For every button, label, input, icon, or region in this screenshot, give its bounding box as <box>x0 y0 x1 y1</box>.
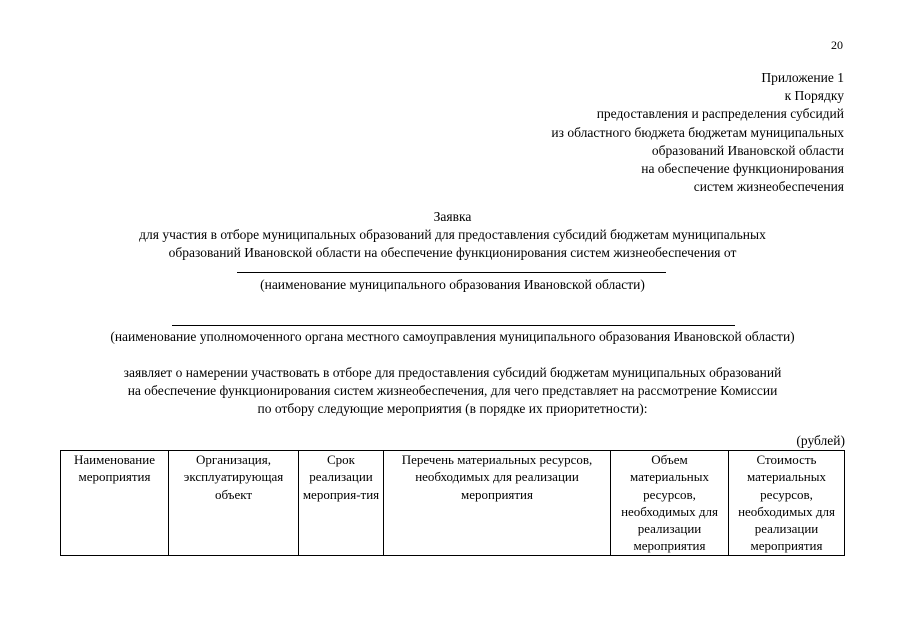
appendix-line: Приложение 1 <box>761 70 844 85</box>
column-header-resources-volume: Объем материальных ресурсов, необходимых для реализации мероприятия <box>611 451 729 556</box>
appendix-line: из областного бюджета бюджетам муниципальных <box>551 124 844 140</box>
statement-line: заявляет о намерении участвовать в отборе для предоставления субсидий бюджетам муниципальных образований <box>123 365 782 380</box>
authority-fill-line <box>172 325 735 326</box>
measures-table <box>60 450 845 556</box>
column-header-resources-list: Перечень материальных ресурсов, необходимых для реализации мероприятия <box>384 451 611 556</box>
column-header-resources-cost: Стоимость материальных ресурсов, необходимых для реализации мероприятия <box>729 451 845 556</box>
title-line: образований Ивановской области на обеспечение функционирования систем жизнеобеспечения от <box>168 245 737 260</box>
appendix-line: систем жизнеобеспечения <box>693 179 844 195</box>
appendix-line: к Порядку <box>784 88 844 104</box>
units-label: (рублей) <box>796 433 845 448</box>
appendix-header <box>551 69 844 196</box>
statement-paragraph <box>0 364 905 418</box>
appendix-line: предоставления и распределения субсидий <box>596 106 844 122</box>
table-header-row <box>61 451 845 556</box>
column-header-term: Срок реализации мероприя-тия <box>299 451 384 556</box>
column-header-operator: Организация, эксплуатирующая объект <box>169 451 299 556</box>
statement-line: по отбору следующие мероприятия (в порядке их приоритетности): <box>257 401 648 416</box>
authority-caption: (наименование уполномоченного органа местного самоуправления муниципального образования Ивановской области) <box>110 329 795 344</box>
statement-line: на обеспечение функционирования систем жизнеобеспечения, для чего представляет на рассмотрение Комиссии <box>127 383 778 398</box>
title-heading: Заявка <box>433 209 472 224</box>
title-line: для участия в отборе муниципальных образований для предоставления субсидий бюджетам муниципальных <box>139 227 766 242</box>
municipality-caption: (наименование муниципального образования Ивановской области) <box>260 277 645 292</box>
appendix-line: на обеспечение функционирования <box>641 161 844 177</box>
application-title <box>0 208 905 262</box>
municipality-fill-line <box>237 272 666 273</box>
page-number: 20 <box>831 38 843 52</box>
appendix-line: образований Ивановской области <box>651 142 844 158</box>
column-header-measure-name: Наименование мероприятия <box>61 451 169 556</box>
